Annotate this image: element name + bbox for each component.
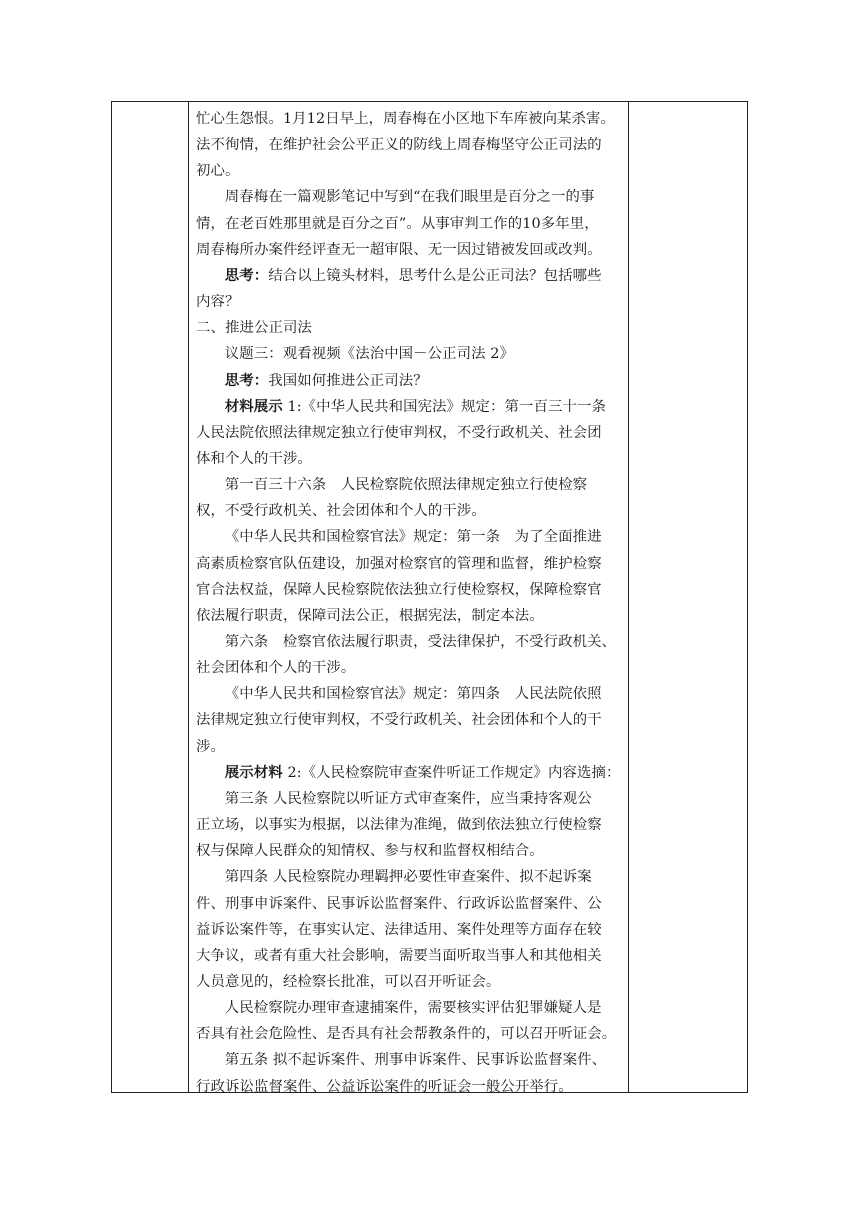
line-text: 权，不受行政机关、社会团体和个人的干涉。 (196, 503, 486, 520)
line-text: 《中华人民共和国检察官法》规定：第四条 人民法院依照 (224, 686, 602, 703)
text-line (196, 734, 225, 760)
line-text: 体和个人的干涉。 (196, 450, 312, 467)
text-line (196, 106, 615, 132)
line-text: 周春梅所办案件经评查无一超审限、无一因过错被发回或改判。 (196, 241, 602, 258)
text-line (196, 603, 544, 629)
line-text: 行政诉讼监督案件、公益诉讼案件的听证会一般公开举行。 (196, 1078, 573, 1095)
text-line (196, 943, 602, 969)
line-text: 第一百三十六条 人民检察院依照法律规定独立行使检察 (224, 477, 588, 494)
line-text: 法律规定独立行使审判权，不受行政机关、社会团体和个人的干 (196, 712, 602, 729)
text-line (225, 629, 616, 655)
text-line (225, 524, 602, 550)
text-line (196, 1074, 573, 1100)
line-text: 社会团体和个人的干涉。 (196, 660, 356, 677)
text-line (196, 551, 602, 577)
line-text: 依法履行职责，保障司法公正，根据宪法，制定本法。 (196, 607, 544, 624)
line-text: 人民法院依照法律规定独立行使审判权，不受行政机关、社会团 (196, 424, 602, 441)
text-line (196, 315, 312, 341)
text-line (196, 289, 239, 315)
text-line (196, 577, 602, 603)
line-text: 官合法权益，保障人民检察院依法独立行使检察权，保障检察官 (196, 581, 602, 598)
line-text: 涉。 (196, 738, 225, 755)
text-line (196, 812, 602, 838)
text-line (225, 786, 592, 812)
text-line (196, 132, 602, 158)
text-line (225, 1047, 606, 1073)
bold-label: 材料展示 (224, 397, 283, 415)
line-text: 情，在老百姓那里就是百分之百”。从事审判工作的10多年里， (196, 215, 599, 232)
line-text: 件、刑事申诉案件、民事诉讼监督案件、行政诉讼监督案件、公 (196, 895, 602, 912)
text-line (196, 891, 602, 917)
line-text: 结合以上镜头材料，思考什么是公正司法？包括哪些 (268, 267, 602, 284)
line-text: 1:《中华人民共和国宪法》规定：第一百三十一条 (282, 398, 606, 415)
line-text: 第五条 拟不起诉案件、刑事申诉案件、民事诉讼监督案件、 (224, 1052, 607, 1069)
line-text: 二、推进公正司法 (196, 320, 312, 337)
line-text: 第三条 人民检察院以听证方式审查案件，应当秉持客观公 (224, 790, 592, 807)
line-text: 初心。 (196, 163, 240, 180)
text-line (196, 211, 599, 237)
text-line (225, 864, 592, 890)
text-line (196, 498, 486, 524)
column-divider (628, 102, 629, 1092)
text-line (196, 237, 602, 263)
text-line (196, 707, 602, 733)
text-line (196, 158, 239, 184)
bold-label: 思考： (224, 371, 269, 389)
text-line (225, 760, 621, 786)
text-line (196, 420, 602, 446)
text-line (225, 341, 514, 367)
text-line (225, 263, 602, 289)
line-text: 2:《人民检察院审查案件听证工作规定》内容选摘： (282, 764, 621, 781)
text-line (225, 472, 587, 498)
line-text: 权与保障人民群众的知情权、参与权和监督权相结合。 (196, 843, 544, 860)
bold-label: 思考： (224, 266, 269, 284)
column-divider (188, 102, 189, 1092)
line-text: 人民检察院办理审查逮捕案件，需要核实评估犯罪嫌疑人是 (224, 1000, 602, 1017)
line-text: 正立场，以事实为根据，以法律为准绳，做到依法独立行使检察 (196, 817, 602, 834)
text-line (225, 995, 602, 1021)
text-line (196, 446, 312, 472)
line-text: 《中华人民共和国检察官法》规定：第一条 为了全面推进 (224, 529, 602, 546)
line-text: 否具有社会危险性、是否具有社会帮教条件的，可以召开听证会。 (196, 1026, 617, 1043)
line-text: 益诉讼案件等，在事实认定、法律适用、案件处理等方面存在较 (196, 921, 602, 938)
line-text: 周春梅在一篇观影笔记中写到“在我们眼里是百分之一的事 (224, 189, 595, 206)
text-line (196, 969, 500, 995)
line-text: 法不徇情，在维护社会公平正义的防线上周春梅坚守公正司法的 (196, 137, 602, 154)
text-line (196, 838, 544, 864)
line-text: 第四条 人民检察院办理羁押必要性审查案件、拟不起诉案 (224, 869, 592, 886)
line-text: 高素质检察官队伍建设，加强对检察官的管理和监督，维护检察 (196, 555, 602, 572)
line-text: 第六条 检察官依法履行职责，受法律保护，不受行政机关、 (224, 634, 617, 650)
line-text: 忙心生怨恨。1月12日早上，周春梅在小区地下车库被向某杀害。 (196, 111, 616, 127)
text-line (196, 917, 602, 943)
line-text: 我国如何推进公正司法？ (268, 372, 428, 389)
line-text: 议题三：观看视频《法治中国－公正司法 2》 (224, 346, 515, 363)
bold-label: 展示材料 (224, 763, 283, 781)
text-line (225, 184, 595, 210)
lesson-table (111, 101, 748, 1093)
line-text: 内容？ (196, 294, 240, 311)
text-line (225, 368, 428, 394)
text-line (196, 655, 355, 681)
line-text: 大争议，或者有重大社会影响，需要当面听取当事人和其他相关 (196, 947, 602, 964)
text-line (196, 1021, 616, 1047)
text-line (225, 394, 606, 420)
line-text: 人员意见的，经检察长批准，可以召开听证会。 (196, 973, 501, 990)
text-line (225, 681, 602, 707)
